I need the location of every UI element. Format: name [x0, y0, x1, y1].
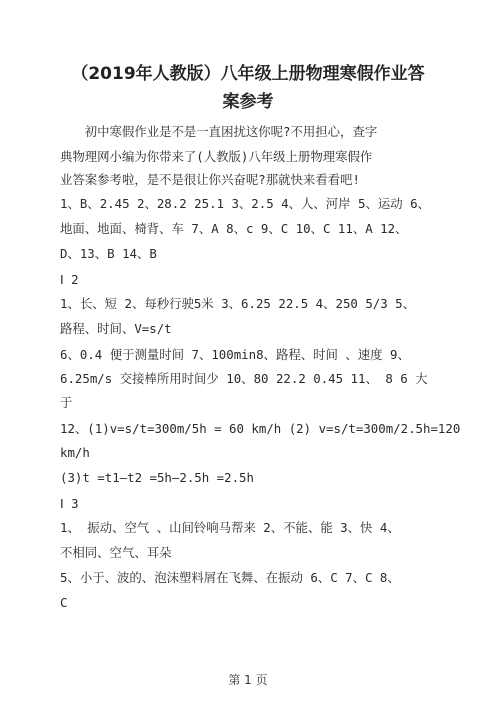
body-line: 典物理网小编为你带来了(人教版)八年级上册物理寒假作 [60, 149, 373, 164]
body-line: 于 [60, 395, 73, 410]
body-line: 1、B、2.45 2、28.2 25.1 3、2.5 4、人、河岸 5、运动 6、 [60, 196, 430, 211]
body-line: 不相同、空气、耳朵 [60, 545, 172, 560]
body-line: 6、0.4 便于测量时间 7、100min8、路程、时间 、速度 9、 [60, 347, 410, 362]
body-line: 1、 振动、空气 、山间铃响马帮来 2、不能、能 3、快 4、 [60, 520, 400, 535]
document-title-line-1: （2019年人教版）八年级上册物理寒假作业答 [71, 64, 425, 84]
body-line: 路程、时间、V=s/t [60, 321, 172, 336]
body-line: C [60, 595, 68, 610]
body-line: 12、(1)v=s/t=300m/5h = 60 km/h (2) v=s/t=300m/2.5h=120 [60, 421, 461, 436]
body-line: 地面、地面、椅背、车 7、A 8、c 9、C 10、C 11、A 12、 [60, 221, 408, 236]
section-heading: Ⅰ 2 [60, 272, 79, 287]
body-line: 初中寒假作业是不是一直困扰这你呢?不用担心，查字 [60, 124, 378, 139]
body-line: 6.25m/s 交接棒所用时间少 10、80 22.2 0.45 11、 8 6 大 [60, 371, 428, 386]
section-heading: Ⅰ 3 [60, 496, 79, 511]
body-line: D、13、B 14、B [60, 246, 157, 261]
body-line: 业答案参考啦，是不是很让你兴奋呢?那就快来看看吧! [60, 172, 360, 187]
page-number-footer: 第 1 页 [228, 673, 268, 687]
body-line: km/h [60, 445, 90, 460]
body-line: (3)t =t1—t2 =5h—2.5h =2.5h [60, 470, 254, 485]
document-title-line-2: 案参考 [222, 92, 274, 112]
body-line: 5、小于、波的、泡沫塑料屑在飞舞、在振动 6、C 7、C 8、 [60, 570, 400, 585]
body-line: 1、长、短 2、每秒行驶5米 3、6.25 22.5 4、250 5/3 5、 [60, 296, 416, 311]
